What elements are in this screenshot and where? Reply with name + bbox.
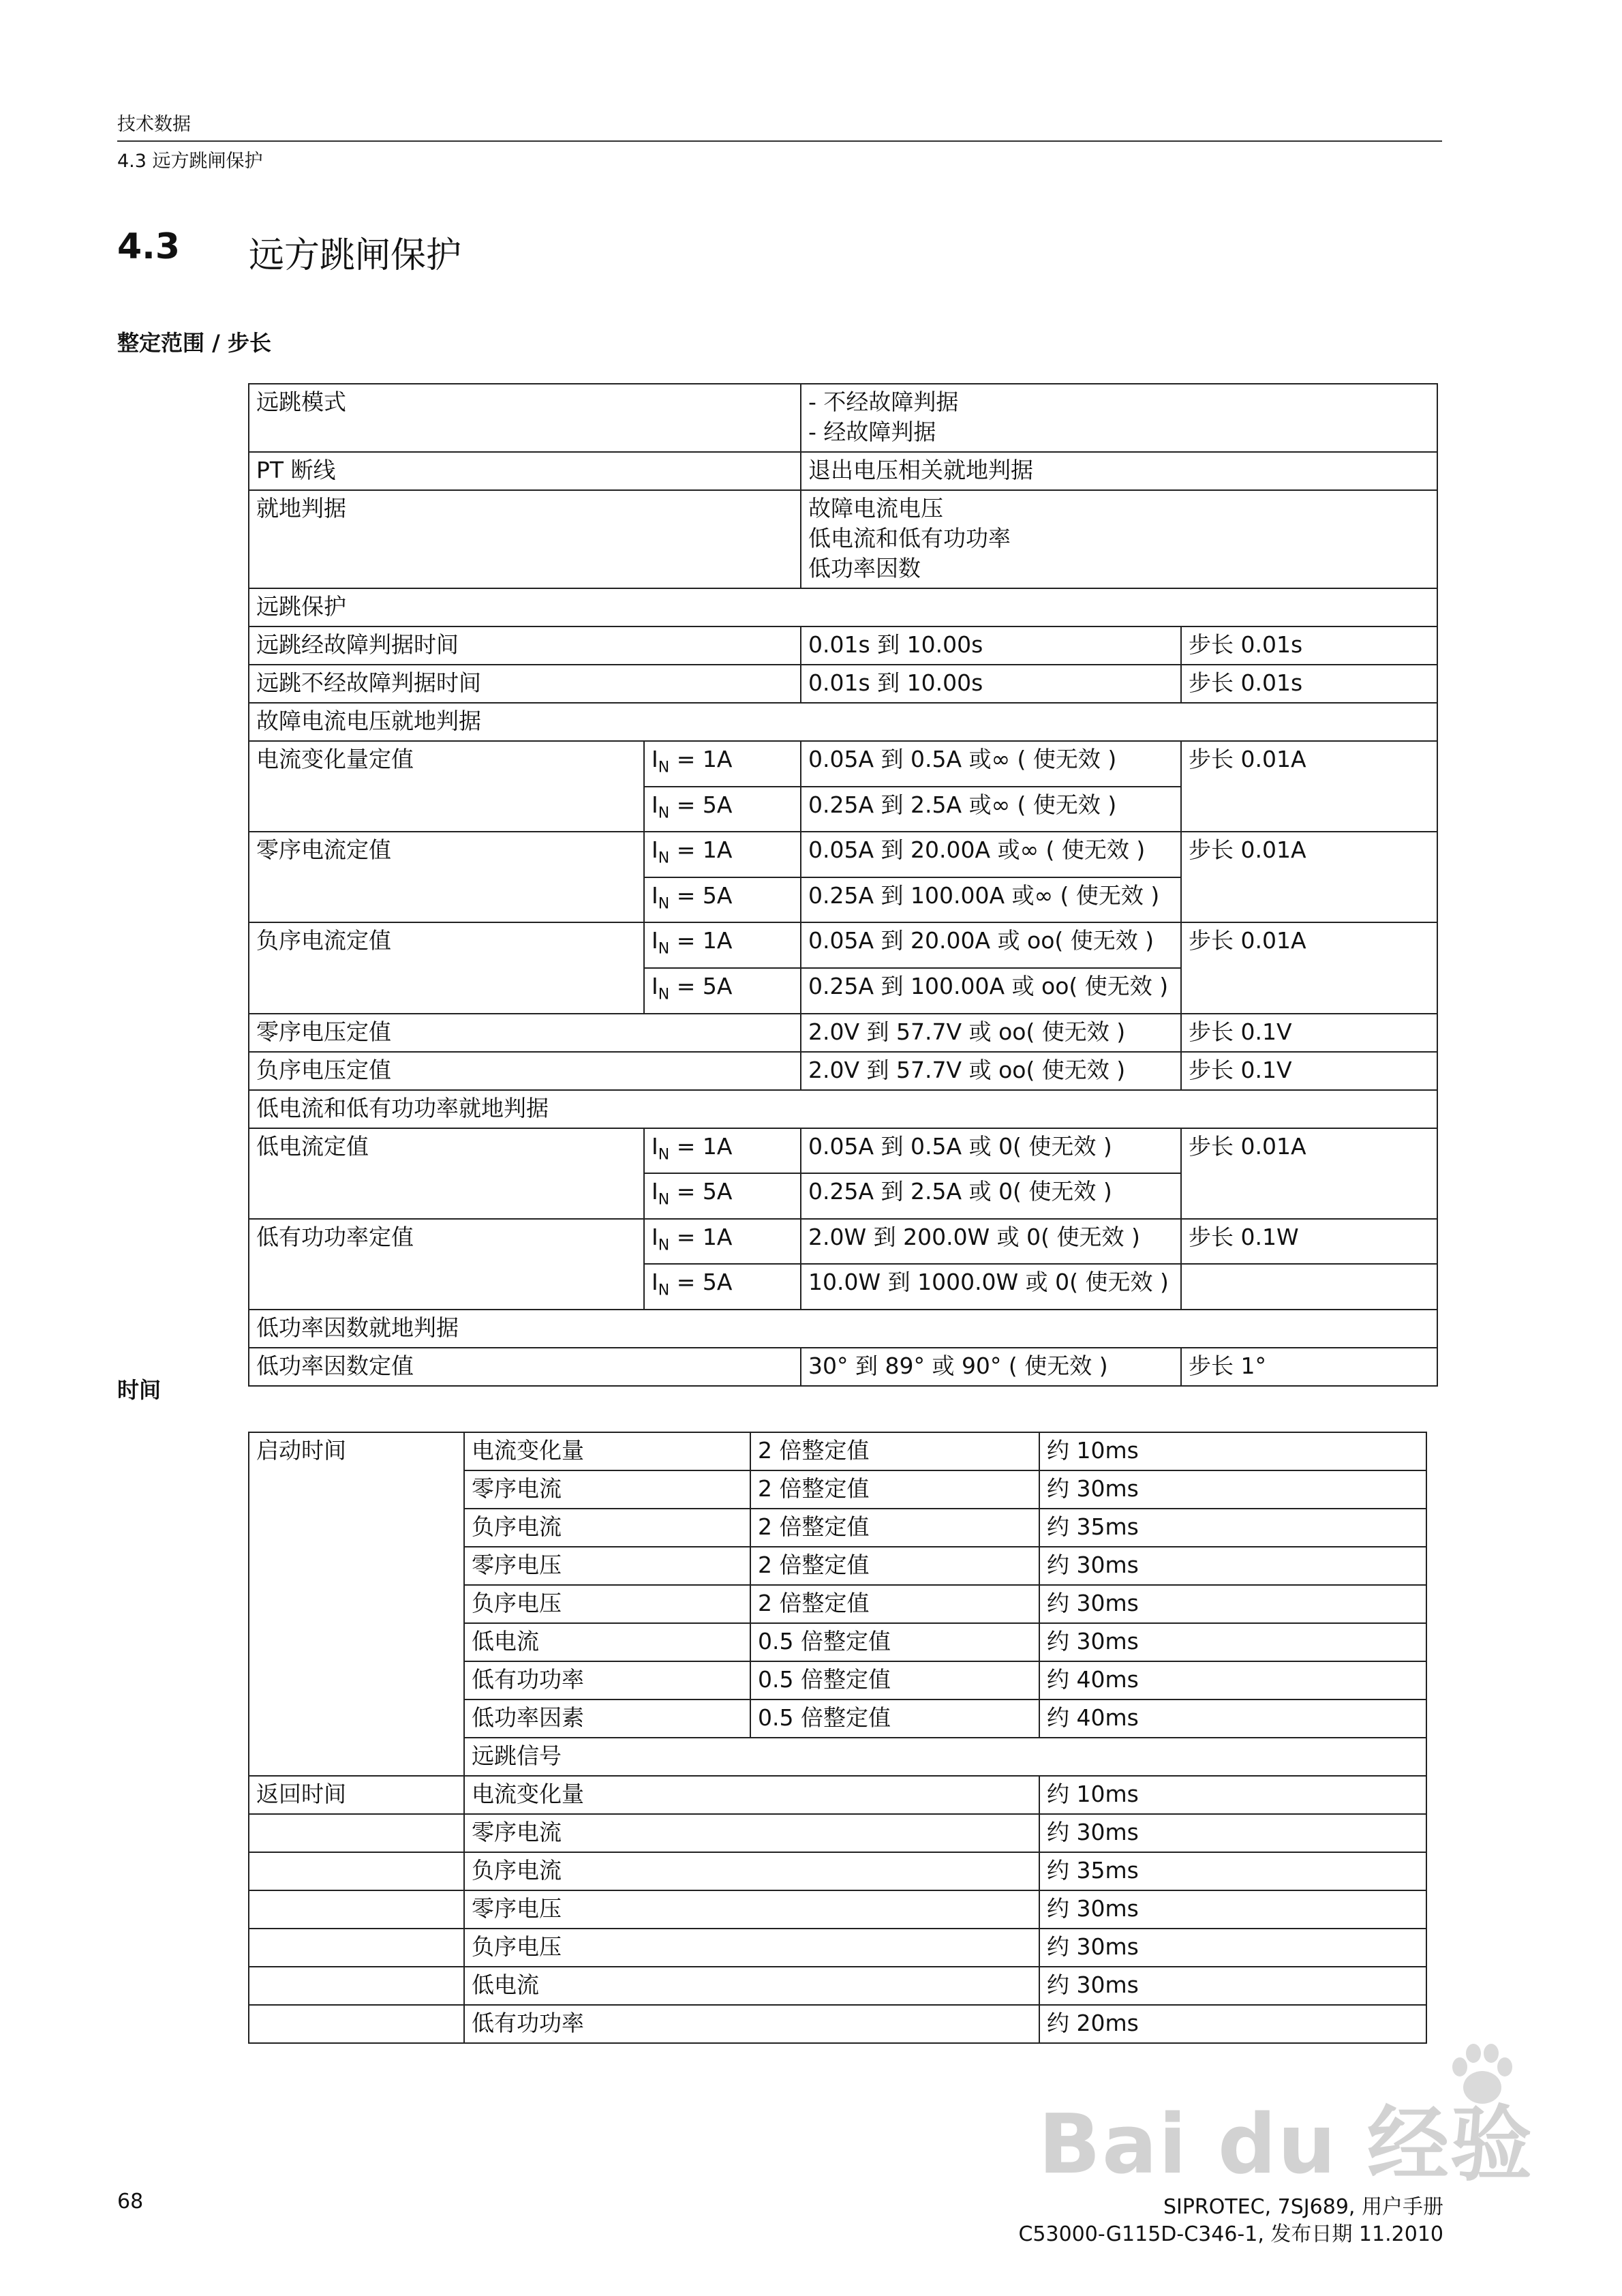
multiple-cell: 2 倍整定值 xyxy=(750,1509,1039,1547)
empty-cell xyxy=(249,2005,464,2043)
table-row xyxy=(249,922,1437,968)
value-cell: - 不经故障判据 - 经故障判据 xyxy=(801,384,1437,452)
quantity-cell: 负序电压 xyxy=(464,1929,1039,1967)
label-cell: 低电流定值 xyxy=(249,1128,644,1219)
rated-current-cell: $I_N = 5A$ xyxy=(644,1173,801,1219)
range-cell: 0.05A 到 20.00A 或 oo( 使无效 ) xyxy=(801,922,1181,968)
multiple-cell: 0.5 倍整定值 xyxy=(750,1661,1039,1700)
reset-label: 返回时间 xyxy=(249,1776,464,1814)
table-row xyxy=(249,1014,1437,1052)
timing-table xyxy=(248,1432,1427,2044)
pickup-times xyxy=(249,1432,1426,1776)
label-cell: PT 断线 xyxy=(249,452,801,490)
label-cell: 远跳不经故障判据时间 xyxy=(249,665,801,703)
rated-current-cell: $I_N = 1A$ xyxy=(644,922,801,968)
empty-cell xyxy=(249,1814,464,1852)
rated-current-cell: $I_N = 1A$ xyxy=(644,741,801,787)
table-row xyxy=(249,832,1437,877)
multiple-cell: 2 倍整定值 xyxy=(750,1547,1039,1585)
time-heading: 时间 xyxy=(117,1377,162,1403)
time-cell: 约 30ms xyxy=(1039,1547,1426,1585)
table-row xyxy=(249,1890,1426,1929)
label-cell: 远跳模式 xyxy=(249,384,801,452)
quantity-cell: 远跳信号 xyxy=(464,1738,1426,1776)
table-row xyxy=(249,1052,1437,1090)
quantity-cell: 低有功功率 xyxy=(464,1661,750,1700)
header-rule xyxy=(117,140,1442,142)
time-cell: 约 40ms xyxy=(1039,1661,1426,1700)
table-row xyxy=(249,1776,1426,1814)
table-row xyxy=(249,1310,1437,1348)
label-cell: 负序电压定值 xyxy=(249,1052,801,1090)
time-cell: 约 30ms xyxy=(1039,1890,1426,1929)
value-cell: 退出电压相关就地判据 xyxy=(801,452,1437,490)
watermark: Bai du 经验 xyxy=(1038,2098,1533,2192)
section-title: 远方跳闸保护 xyxy=(249,235,462,276)
quantity-cell: 负序电流 xyxy=(464,1852,1039,1890)
section-number: 4.3 xyxy=(117,226,181,267)
range-cell: 10.0W 到 1000.0W 或 0( 使无效 ) xyxy=(801,1264,1181,1310)
table-row xyxy=(249,1219,1437,1265)
range-cell: 0.05A 到 20.00A 或∞ ( 使无效 ) xyxy=(801,832,1181,877)
range-cell: 2.0V 到 57.7V 或 oo( 使无效 ) xyxy=(801,1014,1181,1052)
table-row xyxy=(249,1432,1426,1470)
label-cell: 零序电流定值 xyxy=(249,832,644,922)
range-cell: 30° 到 89° 或 90° ( 使无效 ) xyxy=(801,1348,1181,1386)
quantity-cell: 低电流 xyxy=(464,1967,1039,2005)
empty-cell xyxy=(249,1929,464,1967)
reset-times xyxy=(249,1776,1426,2043)
time-cell: 约 30ms xyxy=(1039,1814,1426,1852)
label-cell: 就地判据 xyxy=(249,490,801,588)
table-row xyxy=(249,703,1437,741)
running-header-section: 4.3 远方跳闸保护 xyxy=(117,151,263,172)
quantity-cell: 零序电流 xyxy=(464,1470,750,1509)
range-cell: 0.05A 到 0.5A 或∞ ( 使无效 ) xyxy=(801,741,1181,787)
settings-table xyxy=(248,383,1438,1387)
table-row xyxy=(249,1929,1426,1967)
quantity-cell: 低功率因素 xyxy=(464,1700,750,1738)
step-cell: 步长 0.01A xyxy=(1181,922,1437,1013)
quantity-cell: 低有功功率 xyxy=(464,2005,1039,2043)
label-cell: 低功率因数定值 xyxy=(249,1348,801,1386)
time-cell: 约 30ms xyxy=(1039,1585,1426,1623)
multiple-cell: 2 倍整定值 xyxy=(750,1470,1039,1509)
label-cell: 零序电压定值 xyxy=(249,1014,801,1052)
time-cell: 约 30ms xyxy=(1039,1623,1426,1661)
table-row xyxy=(249,2005,1426,2043)
rated-current-cell: $I_N = 5A$ xyxy=(644,787,801,832)
table-row xyxy=(249,1967,1426,2005)
step-cell: 步长 0.1W xyxy=(1181,1219,1437,1265)
time-cell: 约 20ms xyxy=(1039,2005,1426,2043)
table-row xyxy=(249,626,1437,665)
section-cell: 低功率因数就地判据 xyxy=(249,1310,1437,1348)
value-cell: 故障电流电压 低电流和低有功功率 低功率因数 xyxy=(801,490,1437,588)
label-cell: 负序电流定值 xyxy=(249,922,644,1013)
range-cell: 0.25A 到 2.5A 或 0( 使无效 ) xyxy=(801,1173,1181,1219)
empty-cell xyxy=(249,1890,464,1929)
rated-current-cell: $I_N = 5A$ xyxy=(644,1264,801,1310)
empty-cell xyxy=(249,1852,464,1890)
step-cell: 步长 0.01s xyxy=(1181,665,1437,703)
rated-current-cell: $I_N = 1A$ xyxy=(644,1219,801,1265)
time-cell: 约 35ms xyxy=(1039,1509,1426,1547)
rated-current-cell: $I_N = 1A$ xyxy=(644,832,801,877)
table-row xyxy=(249,741,1437,787)
label-cell: 电流变化量定值 xyxy=(249,741,644,832)
multiple-cell: 0.5 倍整定值 xyxy=(750,1700,1039,1738)
time-cell: 约 10ms xyxy=(1039,1432,1426,1470)
quantity-cell: 负序电压 xyxy=(464,1585,750,1623)
label-cell: 远跳经故障判据时间 xyxy=(249,626,801,665)
table-row xyxy=(249,1090,1437,1128)
rated-current-cell: $I_N = 5A$ xyxy=(644,968,801,1014)
page-number: 68 xyxy=(117,2190,144,2214)
table-row xyxy=(249,1128,1437,1174)
time-cell: 约 35ms xyxy=(1039,1852,1426,1890)
quantity-cell: 低电流 xyxy=(464,1623,750,1661)
step-cell: 步长 0.01A xyxy=(1181,832,1437,922)
multiple-cell: 2 倍整定值 xyxy=(750,1585,1039,1623)
time-cell: 约 30ms xyxy=(1039,1929,1426,1967)
empty-cell xyxy=(249,1967,464,2005)
label-cell: 低有功功率定值 xyxy=(249,1219,644,1310)
empty-cell xyxy=(1181,1264,1437,1310)
range-cell: 0.05A 到 0.5A 或 0( 使无效 ) xyxy=(801,1128,1181,1174)
range-cell: 0.01s 到 10.00s xyxy=(801,665,1181,703)
multiple-cell: 0.5 倍整定值 xyxy=(750,1623,1039,1661)
table-row xyxy=(249,1814,1426,1852)
range-cell: 0.25A 到 100.00A 或 oo( 使无效 ) xyxy=(801,968,1181,1014)
section-cell: 故障电流电压就地判据 xyxy=(249,703,1437,741)
footer-doc-id: C53000-G115D-C346-1, 发布日期 11.2010 xyxy=(1018,2222,1443,2246)
quantity-cell: 负序电流 xyxy=(464,1509,750,1547)
range-cell: 2.0W 到 200.0W 或 0( 使无效 ) xyxy=(801,1219,1181,1265)
settings-heading: 整定范围 / 步长 xyxy=(117,330,271,356)
time-cell: 约 10ms xyxy=(1039,1776,1426,1814)
range-cell: 2.0V 到 57.7V 或 oo( 使无效 ) xyxy=(801,1052,1181,1090)
step-cell: 步长 0.1V xyxy=(1181,1014,1437,1052)
step-cell: 步长 1° xyxy=(1181,1348,1437,1386)
range-cell: 0.01s 到 10.00s xyxy=(801,626,1181,665)
step-cell: 步长 0.1V xyxy=(1181,1052,1437,1090)
time-cell: 约 40ms xyxy=(1039,1700,1426,1738)
pickup-label: 启动时间 xyxy=(249,1432,464,1776)
table-row xyxy=(249,490,1437,588)
table-row xyxy=(249,1852,1426,1890)
table-row xyxy=(249,452,1437,490)
step-cell: 步长 0.01A xyxy=(1181,1128,1437,1219)
table-row xyxy=(249,384,1437,452)
footer-product: SIPROTEC, 7SJ689, 用户手册 xyxy=(1163,2195,1443,2219)
time-cell: 约 30ms xyxy=(1039,1470,1426,1509)
quantity-cell: 电流变化量 xyxy=(464,1432,750,1470)
quantity-cell: 零序电压 xyxy=(464,1890,1039,1929)
running-header-chapter: 技术数据 xyxy=(117,114,191,135)
time-cell: 约 30ms xyxy=(1039,1967,1426,2005)
step-cell: 步长 0.01A xyxy=(1181,741,1437,832)
range-cell: 0.25A 到 2.5A 或∞ ( 使无效 ) xyxy=(801,787,1181,832)
table-row xyxy=(249,1348,1437,1386)
rated-current-cell: $I_N = 5A$ xyxy=(644,877,801,923)
rated-current-cell: $I_N = 1A$ xyxy=(644,1128,801,1174)
table-row xyxy=(249,588,1437,626)
step-cell: 步长 0.01s xyxy=(1181,626,1437,665)
quantity-cell: 零序电压 xyxy=(464,1547,750,1585)
multiple-cell: 2 倍整定值 xyxy=(750,1432,1039,1470)
quantity-cell: 电流变化量 xyxy=(464,1776,1039,1814)
table-row xyxy=(249,665,1437,703)
section-cell: 远跳保护 xyxy=(249,588,1437,626)
quantity-cell: 零序电流 xyxy=(464,1814,1039,1852)
section-cell: 低电流和低有功功率就地判据 xyxy=(249,1090,1437,1128)
range-cell: 0.25A 到 100.00A 或∞ ( 使无效 ) xyxy=(801,877,1181,923)
